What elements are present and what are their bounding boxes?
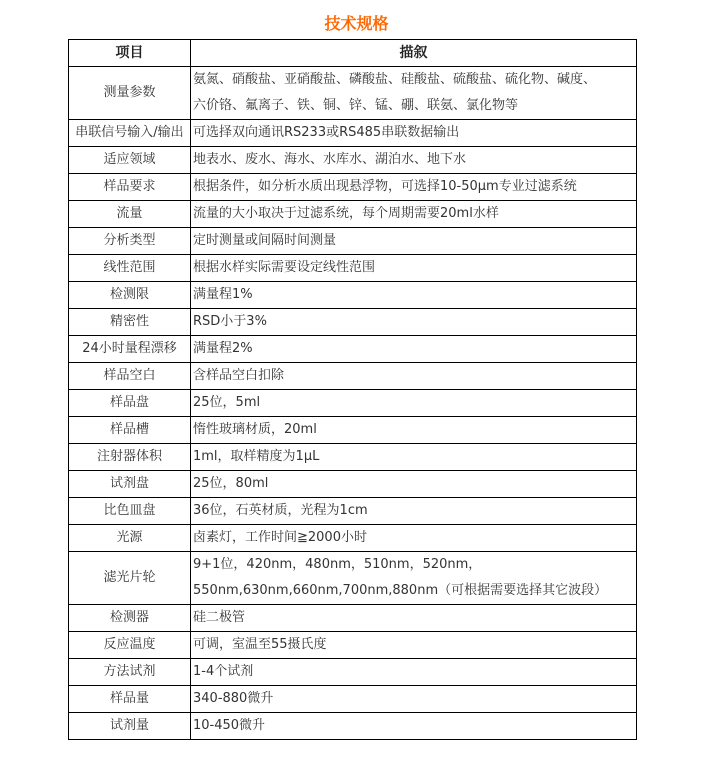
- spec-description-cell: [191, 605, 637, 632]
- spec-item-cell: 试剂盘: [69, 471, 191, 498]
- spec-description-line: 氨氮、硝酸盐、亚硝酸盐、磷酸盐、硅酸盐、硫酸盐、硫化物、碱度、: [193, 72, 597, 87]
- table-row: [69, 498, 637, 525]
- spec-description-cell: [191, 417, 637, 444]
- spec-item-cell: 分析类型: [69, 228, 191, 255]
- table-row: [69, 632, 637, 659]
- spec-item-cell: 注射器体积: [69, 444, 191, 471]
- spec-item-cell: 比色皿盘: [69, 498, 191, 525]
- spec-description-line: 六价铬、氟离子、铁、铜、锌、锰、硼、联氨、氯化物等: [193, 98, 519, 113]
- spec-description-cell: [191, 120, 637, 147]
- table-row: [69, 282, 637, 309]
- table-row: [69, 605, 637, 632]
- spec-item-cell: 反应温度: [69, 632, 191, 659]
- spec-description-cell: [191, 552, 637, 605]
- table-row: [69, 336, 637, 363]
- spec-description-cell: [191, 174, 637, 201]
- spec-description-line: 10-450微升: [193, 718, 266, 733]
- column-header-description: 描叙: [191, 40, 637, 67]
- spec-description-line: 满量程1%: [193, 287, 253, 302]
- table-row: [69, 525, 637, 552]
- spec-item-cell: 滤光片轮: [69, 552, 191, 605]
- spec-description-line: 卤素灯，工作时间≧2000小时: [193, 530, 367, 545]
- spec-item-cell: 试剂量: [69, 713, 191, 740]
- spec-description-cell: [191, 201, 637, 228]
- spec-description-cell: [191, 147, 637, 174]
- table-row: [69, 444, 637, 471]
- spec-description-line: 根据条件，如分析水质出现悬浮物，可选择10-50μm专业过滤系统: [193, 179, 577, 194]
- spec-table: [68, 39, 637, 740]
- spec-description-line: 1ml，取样精度为1μL: [193, 449, 320, 464]
- spec-description-line: 地表水、废水、海水、水库水、湖泊水、地下水: [193, 152, 467, 167]
- table-row: [69, 255, 637, 282]
- table-row: [69, 363, 637, 390]
- spec-description-cell: [191, 309, 637, 336]
- spec-description-line: 9+1位，420nm，480nm，510nm，520nm，: [193, 557, 482, 572]
- spec-item-cell: 24小时量程漂移: [69, 336, 191, 363]
- table-row: [69, 417, 637, 444]
- spec-item-cell: 流量: [69, 201, 191, 228]
- spec-description-cell: [191, 471, 637, 498]
- spec-description-cell: [191, 632, 637, 659]
- spec-description-cell: [191, 659, 637, 686]
- table-row: [69, 147, 637, 174]
- spec-description-line: 可选择双向通讯RS233或RS485串联数据输出: [193, 125, 460, 140]
- spec-description-cell: [191, 255, 637, 282]
- spec-description-cell: [191, 686, 637, 713]
- spec-description-line: 根据水样实际需要设定线性范围: [193, 260, 376, 275]
- spec-item-cell: 方法试剂: [69, 659, 191, 686]
- spec-item-cell: 线性范围: [69, 255, 191, 282]
- spec-description-cell: [191, 525, 637, 552]
- spec-description-cell: [191, 282, 637, 309]
- table-row: [69, 659, 637, 686]
- spec-item-cell: 样品槽: [69, 417, 191, 444]
- spec-description-line: 340-880微升: [193, 691, 274, 706]
- spec-description-line: 含样品空白扣除: [193, 368, 285, 383]
- spec-item-cell: 光源: [69, 525, 191, 552]
- table-row: [69, 120, 637, 147]
- spec-description-line: 25位，80ml: [193, 476, 269, 491]
- table-row: [69, 228, 637, 255]
- column-header-item: 项目: [69, 40, 191, 67]
- table-row: [69, 552, 637, 605]
- table-row: [69, 174, 637, 201]
- table-row: [69, 471, 637, 498]
- table-row: [69, 67, 637, 120]
- table-row: [69, 309, 637, 336]
- table-row: [69, 390, 637, 417]
- table-row: [69, 686, 637, 713]
- spec-description-line: 25位，5ml: [193, 395, 261, 410]
- spec-item-cell: 样品空白: [69, 363, 191, 390]
- table-body: [69, 67, 637, 740]
- page-title: 技术规格: [324, 14, 389, 33]
- spec-description-line: 流量的大小取决于过滤系统，每个周期需要20ml水样: [193, 206, 499, 221]
- spec-description-line: 定时测量或间隔时间测量: [193, 233, 337, 248]
- table-header-row: [69, 40, 637, 67]
- spec-item-cell: 测量参数: [69, 67, 191, 120]
- table-row: [69, 713, 637, 740]
- spec-item-cell: 精密性: [69, 309, 191, 336]
- spec-item-cell: 样品盘: [69, 390, 191, 417]
- spec-description-line: 550nm,630nm,660nm,700nm,880nm（可根据需要选择其它波段）: [193, 583, 608, 598]
- spec-item-cell: 检测限: [69, 282, 191, 309]
- spec-description-line: 1-4个试剂: [193, 664, 254, 679]
- spec-description-cell: [191, 336, 637, 363]
- spec-item-cell: 串联信号输入/输出: [69, 120, 191, 147]
- spec-description-line: 满量程2%: [193, 341, 253, 356]
- spec-description-line: RSD小于3%: [193, 314, 267, 329]
- spec-item-cell: 样品要求: [69, 174, 191, 201]
- spec-description-cell: [191, 390, 637, 417]
- spec-item-cell: 样品量: [69, 686, 191, 713]
- spec-description-cell: [191, 363, 637, 390]
- spec-description-cell: [191, 498, 637, 525]
- spec-item-cell: 适应领域: [69, 147, 191, 174]
- spec-description-cell: [191, 713, 637, 740]
- table-row: [69, 201, 637, 228]
- spec-item-cell: 检测器: [69, 605, 191, 632]
- spec-description-line: 36位，石英材质，光程为1cm: [193, 503, 368, 518]
- spec-description-cell: [191, 228, 637, 255]
- spec-description-line: 惰性玻璃材质，20ml: [193, 422, 317, 437]
- spec-description-line: 可调，室温至55摄氏度: [193, 637, 327, 652]
- spec-description-line: 硅二极管: [193, 610, 246, 625]
- spec-description-cell: [191, 444, 637, 471]
- spec-description-cell: [191, 67, 637, 120]
